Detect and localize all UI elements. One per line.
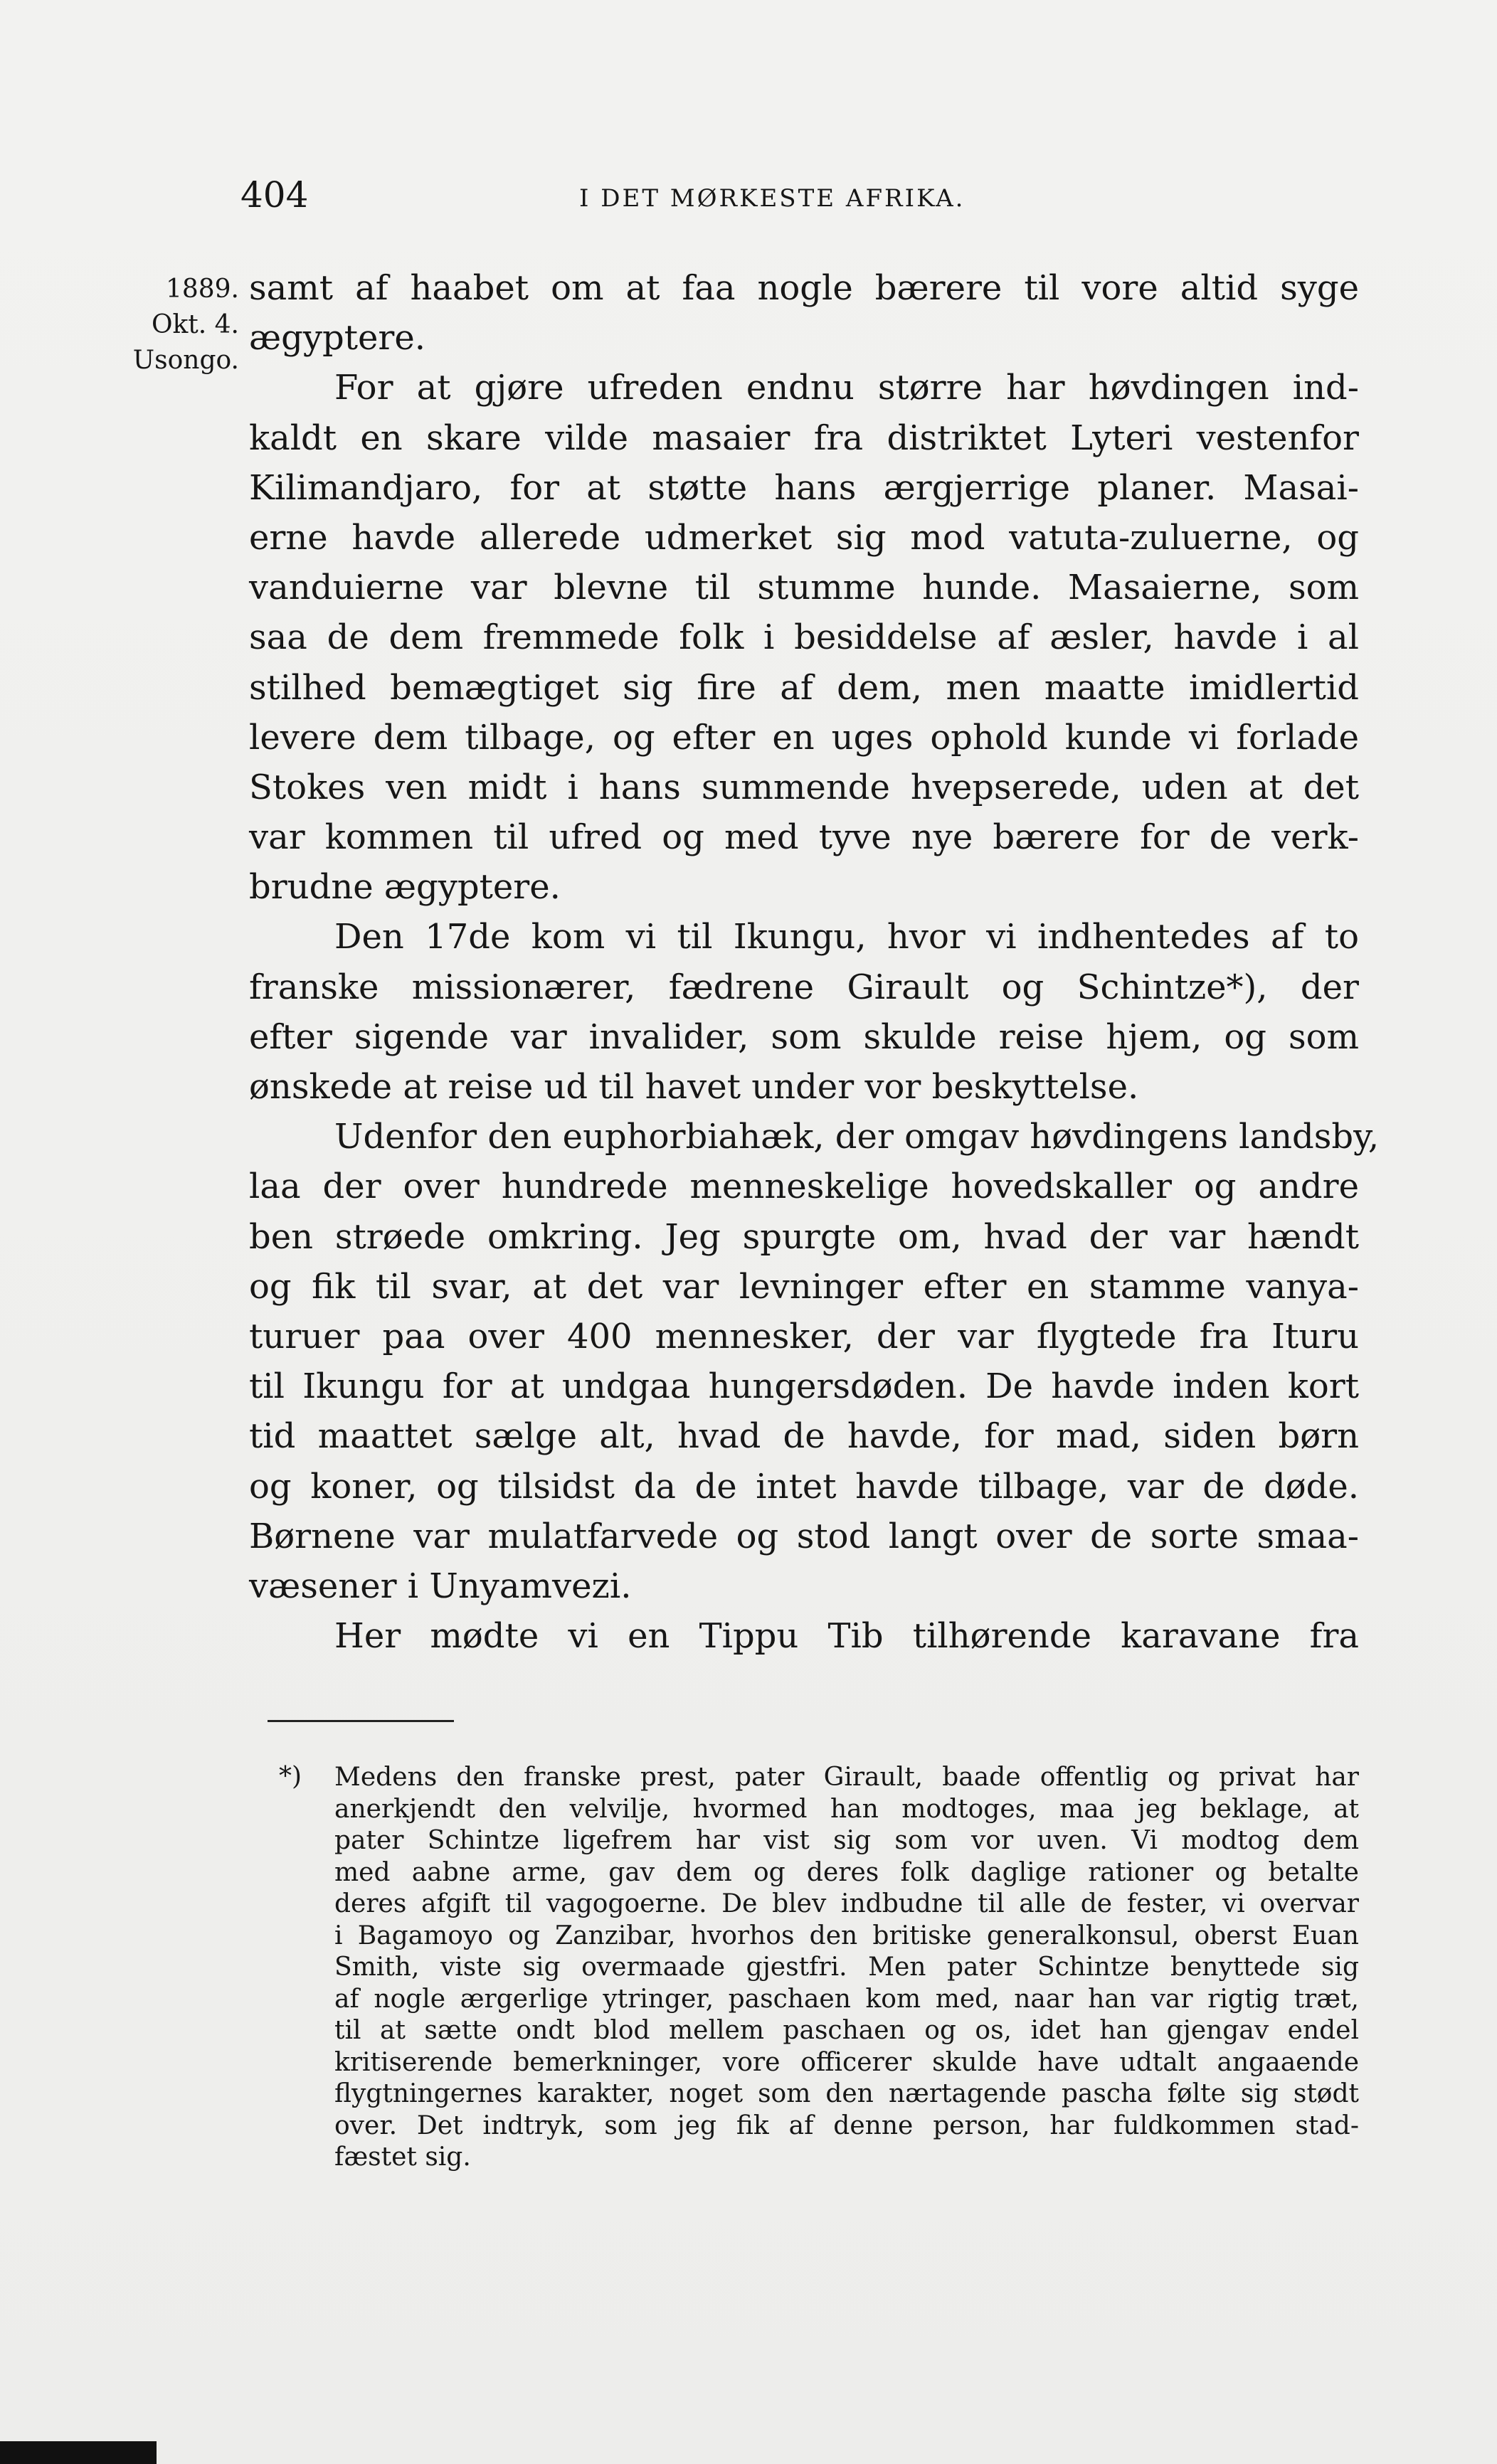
footnote-line: deres afgift til vagogoerne. De blev indbudne til alle de fester, vi overvar [334, 1889, 1359, 1918]
body-line: Kilimandjaro, for at støtte hans ærgjerrige planer. Masai- [249, 467, 1359, 508]
body-line: efter sigende var invalider, som skulde reise hjem, og som [249, 1016, 1359, 1057]
body-line: tid maattet sælge alt, hvad de havde, for mad, siden børn [249, 1416, 1359, 1457]
body-line: turuer paa over 400 mennesker, der var flygtede fra Ituru [249, 1316, 1359, 1356]
body-line: samt af haabet om at faa nogle bærere til vore altid syge [249, 268, 1359, 308]
footnote-line: til at sætte ondt blod mellem paschaen og os, idet han gjengav endel [334, 2016, 1359, 2045]
footnote-line: fæstet sig. [334, 2142, 471, 2172]
body-line: erne havde allerede udmerket sig mod vatuta-zuluerne, og [249, 517, 1359, 558]
footnote-line: anerkjendt den velvilje, hvormed han modtoges, maa jeg beklage, at [334, 1794, 1359, 1824]
body-line: Udenfor den euphorbiahæk, der omgav høvdingens landsby, [334, 1117, 1380, 1157]
body-line: og fik til svar, at det var levninger efter en stamme vanya- [249, 1266, 1359, 1307]
footnote-line: kritiserende bemerkninger, vore officerer skulde have udtalt angaaende [334, 2047, 1359, 2077]
running-head: I DET MØRKESTE AFRIKA. [579, 184, 966, 213]
body-line: væsener i Unyamvezi. [249, 1566, 632, 1606]
body-line: vanduierne var blevne til stumme hunde. Masaierne, som [249, 568, 1359, 608]
body-line: til Ikungu for at undgaa hungersdøden. De havde inden kort [249, 1366, 1359, 1407]
margin-notes [118, 272, 239, 378]
body-line: saa de dem fremmede folk i besiddelse af æsler, havde i al [249, 617, 1359, 658]
footnote-line: Smith, viste sig overmaade gjestfri. Men pater Schintze benyttede sig [334, 1953, 1359, 1982]
body-line: Her mødte vi en Tippu Tib tilhørende karavane fra [334, 1616, 1359, 1657]
body-line: levere dem tilbage, og efter en uges ophold kunde vi forlade [249, 717, 1359, 758]
footnote-line: over. Det indtryk, som jeg fik af denne person, har fuldkommen stad- [334, 2110, 1359, 2140]
body-line: og koner, og tilsidst da de intet havde tilbage, var de døde. [249, 1466, 1359, 1507]
scan-shadow [0, 2441, 157, 2464]
body-line: kaldt en skare vilde masaier fra distriktet Lyteri vestenfor [249, 418, 1359, 458]
footnote-line: i Bagamoyo og Zanzibar, hvorhos den britiske generalkonsul, oberst Euan [334, 1921, 1359, 1950]
footnote [334, 1762, 1359, 2174]
body-line: ben strøede omkring. Jeg spurgte om, hvad der var hændt [249, 1216, 1359, 1257]
footnote-line: med aabne arme, gav dem og deres folk daglige rationer og betalte [334, 1857, 1359, 1887]
body-text [249, 263, 1380, 1661]
body-line: Den 17de kom vi til Ikungu, hvor vi indhentedes af to [334, 917, 1359, 957]
footnote-marker: *) [279, 1762, 302, 1791]
footnote-line: Medens den franske prest, pater Girault, baade offentlig og privat har [334, 1763, 1359, 1792]
body-line: laa der over hundrede menneskelige hovedskaller og andre [249, 1167, 1359, 1207]
body-line: Stokes ven midt i hans summende hvepserede, uden at det [249, 767, 1359, 807]
footnote-line: flygtningernes karakter, noget som den nærtagende pascha følte sig stødt [334, 2079, 1359, 2108]
footnote-line: pater Schintze ligefrem har vist sig som vor uven. Vi modtog dem [334, 1826, 1359, 1855]
body-line: brudne ægyptere. [249, 867, 561, 908]
body-line: ægyptere. [249, 318, 425, 359]
footnote-divider [268, 1720, 454, 1722]
body-line: ønskede at reise ud til havet under vor beskyttelse. [249, 1067, 1139, 1107]
footnote-line: af nogle ærgerlige ytringer, paschaen kom med, naar han var rigtig træt, [334, 1984, 1359, 2014]
margin-year: 1889. [165, 275, 239, 304]
page-header [240, 174, 1358, 224]
body-line: Børnene var mulatfarvede og stod langt over de sorte smaa- [249, 1516, 1359, 1556]
margin-place: Usongo. [132, 346, 239, 375]
page-number: 404 [240, 174, 309, 216]
body-line: For at gjøre ufreden endnu større har høvdingen ind- [334, 368, 1359, 408]
body-line: franske missionærer, fædrene Girault og Schintze*), der [249, 967, 1359, 1007]
margin-date: Okt. 4. [151, 310, 239, 339]
body-line: var kommen til ufred og med tyve nye bærere for de verk- [249, 817, 1359, 858]
body-line: stilhed bemægtiget sig fire af dem, men maatte imidlertid [249, 667, 1359, 708]
